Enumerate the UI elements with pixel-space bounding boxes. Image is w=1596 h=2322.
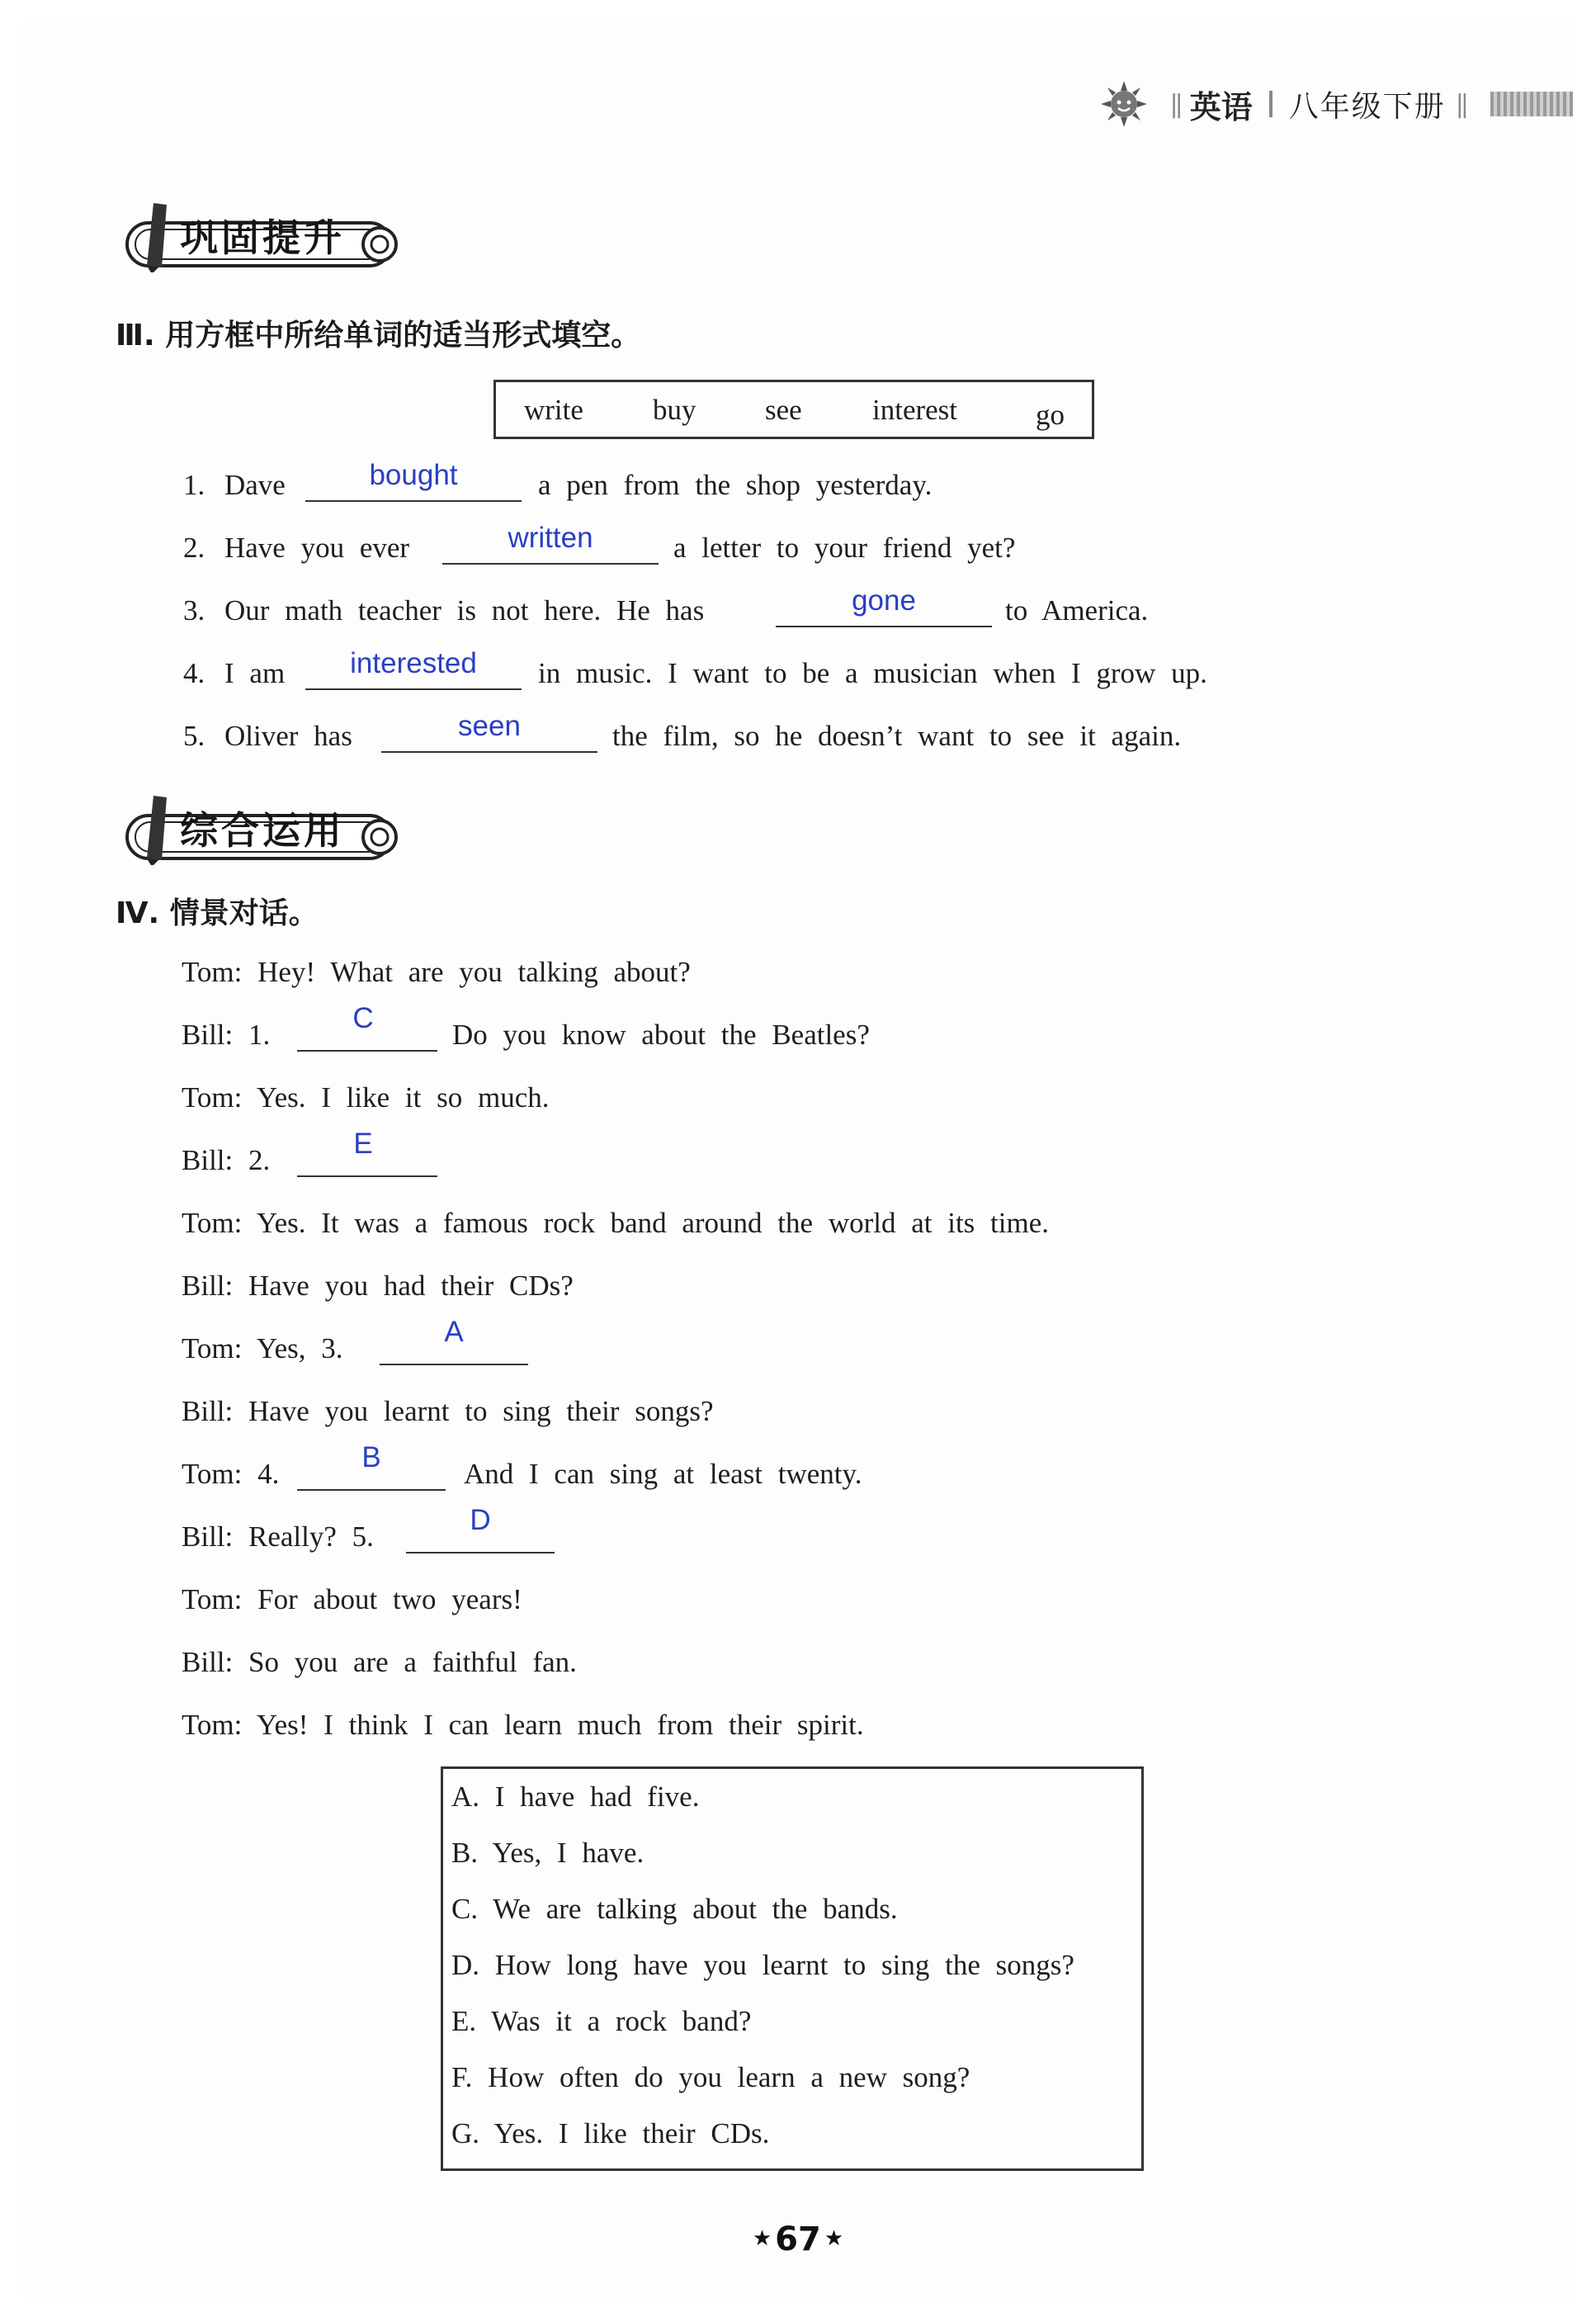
sun-icon [1099, 79, 1149, 129]
option-item: G. Yes. I like their CDs. [451, 2117, 770, 2149]
fill-item-before: Have you ever [224, 532, 410, 564]
word-bank-item: go [1036, 399, 1065, 431]
dialogue-answer: D [470, 1504, 491, 1536]
dialogue-blank[interactable] [380, 1364, 528, 1365]
dialogue-line: Tom: Hey! What are you talking about? [182, 956, 691, 988]
fill-blank[interactable] [776, 626, 992, 627]
fill-item-before: Our math teacher is not here. He has [224, 594, 705, 627]
section-banner-title: 综合运用 [180, 808, 345, 853]
dialogue-line: Bill: So you are a faithful fan. [182, 1646, 577, 1678]
option-item: B. Yes, I have. [451, 1837, 645, 1869]
page-header [1099, 79, 1573, 129]
dialogue-line: Tom: Yes, 3. [182, 1332, 343, 1364]
header-divider-bars: || [1169, 89, 1180, 119]
fill-answer: gone [852, 584, 916, 617]
fill-blank[interactable] [305, 500, 522, 502]
dialogue-answer: E [353, 1128, 373, 1160]
header-strip [1490, 92, 1573, 116]
section-banner-title: 巩固提升 [180, 215, 345, 260]
section-iii-heading: Ⅲ. 用方框中所给单词的适当形式填空。 [116, 319, 641, 352]
header-subject: 英语 [1189, 88, 1253, 125]
fill-answer: interested [350, 647, 477, 679]
dialogue-line: Bill: 2. [182, 1144, 271, 1176]
dialogue-line: Tom: Yes. I like it so much. [182, 1081, 550, 1114]
section-banner-application [116, 791, 413, 865]
fill-answer: written [508, 522, 593, 554]
dialogue-line: Bill: Have you learnt to sing their songs? [182, 1395, 714, 1427]
word-bank-item: write [524, 394, 583, 426]
star-icon: ★ [752, 2226, 772, 2251]
dialogue-line: Tom: For about two years! [182, 1583, 522, 1615]
option-item: C. We are talking about the bands. [451, 1893, 898, 1925]
section-iv-heading: Ⅳ. 情景对话。 [116, 896, 319, 930]
dialogue-answer: A [444, 1316, 464, 1348]
dialogue-line: Tom: Yes. It was a famous rock band around the world at its time. [182, 1207, 1050, 1239]
fill-item-before: Dave [224, 469, 286, 501]
header-divider-bars: || [1455, 89, 1466, 119]
word-bank-box [493, 380, 1094, 439]
fill-item-after: to America. [1005, 594, 1149, 627]
fill-blank[interactable] [305, 688, 522, 690]
section-banner-consolidate [116, 198, 413, 272]
page-number-value: 67 [775, 2220, 821, 2258]
dialogue-blank[interactable] [406, 1552, 555, 1554]
fill-item-before: I am [224, 657, 286, 689]
fill-blank[interactable] [381, 751, 597, 753]
dialogue-line: Bill: Have you had their CDs? [182, 1270, 574, 1302]
fill-item-number: 2. [183, 532, 205, 564]
dialogue-line: Bill: Really? 5. [182, 1520, 374, 1553]
dialogue-answer: C [352, 1002, 374, 1034]
fill-blank[interactable] [442, 563, 659, 565]
word-bank-item: buy [653, 394, 696, 426]
star-icon: ★ [824, 2226, 844, 2251]
options-box [441, 1766, 1144, 2171]
dialogue-line: Bill: 1. [182, 1019, 271, 1051]
fill-item-after: a letter to your friend yet? [673, 532, 1016, 564]
fill-item-before: Oliver has [224, 720, 352, 752]
word-bank-item: interest [872, 394, 958, 426]
dialogue-line: Tom: 4. [182, 1458, 280, 1490]
dialogue-blank[interactable] [297, 1489, 446, 1491]
fill-item-number: 3. [183, 594, 205, 627]
fill-item-after: the film, so he doesn’t want to see it again. [612, 720, 1182, 752]
header-separator [1269, 91, 1273, 117]
dialogue-line-after: Do you know about the Beatles? [452, 1019, 870, 1051]
fill-item-after: in music. I want to be a musician when I grow up. [538, 657, 1207, 689]
fill-item-number: 4. [183, 657, 205, 689]
fill-answer: bought [369, 459, 458, 491]
dialogue-blank[interactable] [297, 1050, 437, 1052]
header-grade: 八年级下册 [1288, 89, 1446, 124]
fill-item-after: a pen from the shop yesterday. [538, 469, 933, 501]
page-number [0, 2220, 1596, 2258]
option-item: A. I have had five. [451, 1781, 700, 1813]
fill-item-number: 1. [183, 469, 205, 501]
dialogue-line: Tom: Yes! I think I can learn much from their spirit. [182, 1709, 864, 1741]
dialogue-line-after: And I can sing at least twenty. [464, 1458, 862, 1490]
dialogue-answer: B [361, 1441, 381, 1473]
option-item: E. Was it a rock band? [451, 2005, 752, 2037]
fill-answer: seen [458, 710, 521, 742]
option-item: D. How long have you learnt to sing the songs? [451, 1949, 1074, 1981]
option-item: F. How often do you learn a new song? [451, 2061, 970, 2093]
word-bank-item: see [765, 394, 802, 426]
dialogue-blank[interactable] [297, 1175, 437, 1177]
fill-item-number: 5. [183, 720, 205, 752]
